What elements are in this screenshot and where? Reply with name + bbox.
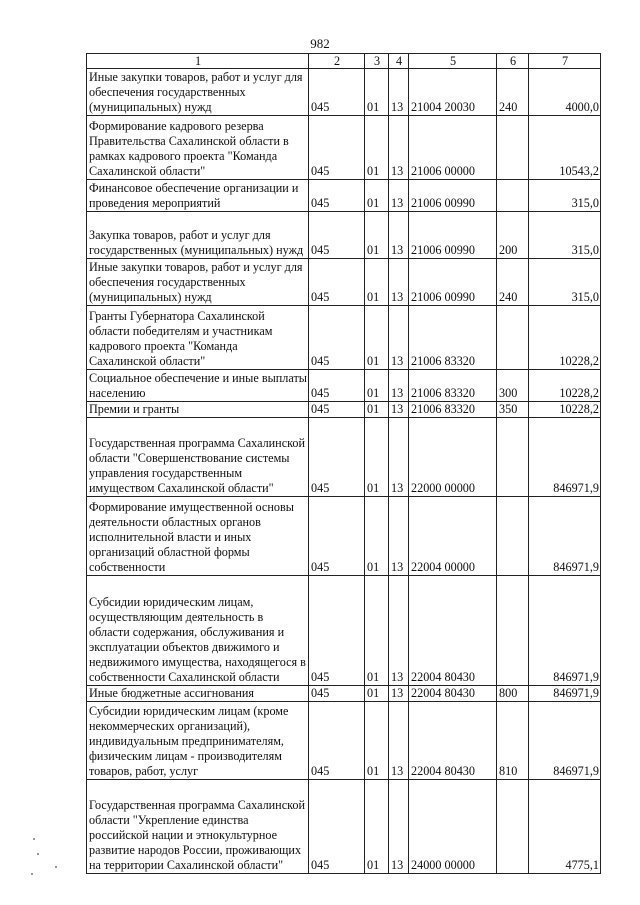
expense-type-cell xyxy=(497,576,529,686)
scan-speck xyxy=(33,838,35,840)
scan-speck xyxy=(55,866,57,868)
subsection-code-cell: 13 xyxy=(389,702,409,780)
amount-cell: 4000,0 xyxy=(529,69,601,116)
target-article-cell: 21006 83320 xyxy=(409,402,497,418)
admin-code-cell: 045 xyxy=(309,306,365,370)
target-article-cell: 21006 83320 xyxy=(409,370,497,402)
expense-type-cell: 200 xyxy=(497,212,529,259)
section-code-cell: 01 xyxy=(365,306,389,370)
item-name-cell: Гранты Губернатора Сахалинской области победителям и участникам кадрового проекта "Команда Сахалинской области" xyxy=(87,306,309,370)
expense-type-cell xyxy=(497,497,529,576)
expense-type-cell: 240 xyxy=(497,69,529,116)
target-article-cell: 21006 00990 xyxy=(409,212,497,259)
amount-cell: 10228,2 xyxy=(529,402,601,418)
amount-cell: 846971,9 xyxy=(529,497,601,576)
amount-cell: 10543,2 xyxy=(529,116,601,180)
expense-type-cell xyxy=(497,116,529,180)
target-article-cell: 21006 83320 xyxy=(409,306,497,370)
subsection-code-cell: 13 xyxy=(389,116,409,180)
amount-cell: 315,0 xyxy=(529,180,601,212)
admin-code-cell: 045 xyxy=(309,69,365,116)
target-article-cell: 21006 00000 xyxy=(409,116,497,180)
expense-type-cell xyxy=(497,780,529,874)
target-article-cell: 22000 00000 xyxy=(409,418,497,497)
admin-code-cell: 045 xyxy=(309,402,365,418)
section-code-cell: 01 xyxy=(365,497,389,576)
amount-cell: 846971,9 xyxy=(529,702,601,780)
admin-code-cell: 045 xyxy=(309,497,365,576)
admin-code-cell: 045 xyxy=(309,370,365,402)
amount-cell: 4775,1 xyxy=(529,780,601,874)
section-code-cell: 01 xyxy=(365,370,389,402)
section-code-cell: 01 xyxy=(365,686,389,702)
target-article-cell: 22004 00000 xyxy=(409,497,497,576)
item-name-cell: Закупка товаров, работ и услуг для государственных (муниципальных) нужд xyxy=(87,212,309,259)
column-header-7: 7 xyxy=(529,54,601,69)
admin-code-cell: 045 xyxy=(309,180,365,212)
item-name-cell: Государственная программа Сахалинской области "Укрепление единства российской нации и этнокультурное развитие народов России, проживающих на территории Сахалинской области" xyxy=(87,780,309,874)
subsection-code-cell: 13 xyxy=(389,497,409,576)
admin-code-cell: 045 xyxy=(309,576,365,686)
subsection-code-cell: 13 xyxy=(389,686,409,702)
admin-code-cell: 045 xyxy=(309,259,365,306)
target-article-cell: 21006 00990 xyxy=(409,259,497,306)
scan-speck xyxy=(31,873,33,875)
expense-type-cell: 800 xyxy=(497,686,529,702)
target-article-cell: 22004 80430 xyxy=(409,702,497,780)
subsection-code-cell: 13 xyxy=(389,259,409,306)
subsection-code-cell: 13 xyxy=(389,370,409,402)
table-row xyxy=(87,370,601,402)
item-name-cell: Иные бюджетные ассигнования xyxy=(87,686,309,702)
budget-table xyxy=(86,53,601,874)
target-article-cell: 22004 80430 xyxy=(409,576,497,686)
expense-type-cell xyxy=(497,306,529,370)
item-name-cell: Иные закупки товаров, работ и услуг для обеспечения государственных (муниципальных) нужд xyxy=(87,259,309,306)
header-row xyxy=(87,54,601,69)
table-row xyxy=(87,402,601,418)
expense-type-cell: 240 xyxy=(497,259,529,306)
section-code-cell: 01 xyxy=(365,212,389,259)
subsection-code-cell: 13 xyxy=(389,402,409,418)
admin-code-cell: 045 xyxy=(309,702,365,780)
expense-type-cell: 810 xyxy=(497,702,529,780)
column-header-5: 5 xyxy=(409,54,497,69)
column-header-3: 3 xyxy=(365,54,389,69)
table-row xyxy=(87,576,601,686)
amount-cell: 846971,9 xyxy=(529,686,601,702)
amount-cell: 315,0 xyxy=(529,259,601,306)
expense-type-cell xyxy=(497,418,529,497)
item-name-cell: Социальное обеспечение и иные выплаты населению xyxy=(87,370,309,402)
table-row xyxy=(87,497,601,576)
subsection-code-cell: 13 xyxy=(389,576,409,686)
section-code-cell: 01 xyxy=(365,418,389,497)
subsection-code-cell: 13 xyxy=(389,418,409,497)
amount-cell: 846971,9 xyxy=(529,418,601,497)
table-row xyxy=(87,780,601,874)
subsection-code-cell: 13 xyxy=(389,306,409,370)
scan-speck xyxy=(37,853,39,855)
section-code-cell: 01 xyxy=(365,180,389,212)
section-code-cell: 01 xyxy=(365,702,389,780)
subsection-code-cell: 13 xyxy=(389,180,409,212)
item-name-cell: Формирование имущественной основы деятельности областных органов исполнительной власти и иных организаций областной формы собственности xyxy=(87,497,309,576)
admin-code-cell: 045 xyxy=(309,686,365,702)
expense-type-cell: 350 xyxy=(497,402,529,418)
table-row xyxy=(87,69,601,116)
page-number: 982 xyxy=(310,36,330,51)
item-name-cell: Премии и гранты xyxy=(87,402,309,418)
table-row xyxy=(87,259,601,306)
amount-cell: 315,0 xyxy=(529,212,601,259)
section-code-cell: 01 xyxy=(365,402,389,418)
table-row xyxy=(87,702,601,780)
subsection-code-cell: 13 xyxy=(389,212,409,259)
item-name-cell: Субсидии юридическим лицам, осуществляющим деятельность в области содержания, обслуживания и эксплуатации объектов движимого и недвижимого имущества, находящегося в собственности Сахалинской области xyxy=(87,576,309,686)
section-code-cell: 01 xyxy=(365,780,389,874)
column-header-2: 2 xyxy=(309,54,365,69)
admin-code-cell: 045 xyxy=(309,780,365,874)
item-name-cell: Финансовое обеспечение организации и проведения мероприятий xyxy=(87,180,309,212)
target-article-cell: 24000 00000 xyxy=(409,780,497,874)
column-header-6: 6 xyxy=(497,54,529,69)
subsection-code-cell: 13 xyxy=(389,69,409,116)
target-article-cell: 21004 20030 xyxy=(409,69,497,116)
admin-code-cell: 045 xyxy=(309,418,365,497)
target-article-cell: 21006 00990 xyxy=(409,180,497,212)
expense-type-cell xyxy=(497,180,529,212)
amount-cell: 10228,2 xyxy=(529,370,601,402)
item-name-cell: Формирование кадрового резерва Правительства Сахалинской области в рамках кадрового проекта "Команда Сахалинской области" xyxy=(87,116,309,180)
item-name-cell: Государственная программа Сахалинской области "Совершенствование системы управления государственным имуществом Сахалинской области" xyxy=(87,418,309,497)
section-code-cell: 01 xyxy=(365,259,389,306)
item-name-cell: Иные закупки товаров, работ и услуг для обеспечения государственных (муниципальных) нужд xyxy=(87,69,309,116)
section-code-cell: 01 xyxy=(365,69,389,116)
amount-cell: 10228,2 xyxy=(529,306,601,370)
table-row xyxy=(87,116,601,180)
table-row xyxy=(87,418,601,497)
section-code-cell: 01 xyxy=(365,576,389,686)
table-row xyxy=(87,212,601,259)
admin-code-cell: 045 xyxy=(309,116,365,180)
target-article-cell: 22004 80430 xyxy=(409,686,497,702)
table-row xyxy=(87,686,601,702)
admin-code-cell: 045 xyxy=(309,212,365,259)
amount-cell: 846971,9 xyxy=(529,576,601,686)
table-row xyxy=(87,306,601,370)
table-row xyxy=(87,180,601,212)
expense-type-cell: 300 xyxy=(497,370,529,402)
item-name-cell: Субсидии юридическим лицам (кроме некоммерческих организаций), индивидуальным предпринимателям, физическим лицам - производителям товаров, работ, услуг xyxy=(87,702,309,780)
column-header-4: 4 xyxy=(389,54,409,69)
section-code-cell: 01 xyxy=(365,116,389,180)
subsection-code-cell: 13 xyxy=(389,780,409,874)
column-header-1: 1 xyxy=(87,54,309,69)
